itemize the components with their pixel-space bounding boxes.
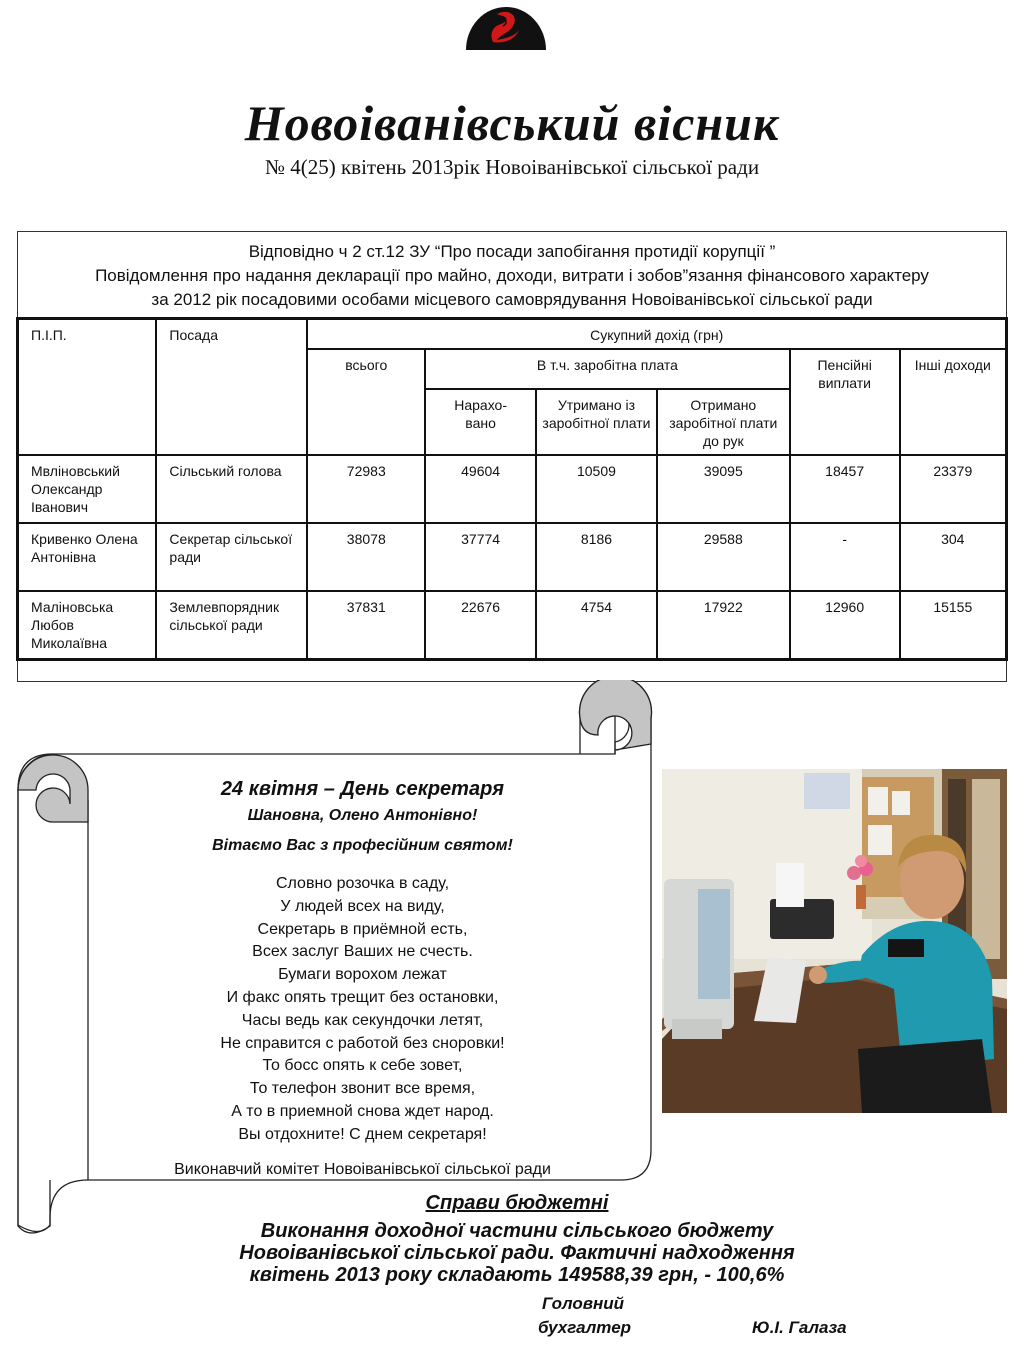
- greeting-signature: Виконавчий комітет Новоіванівської сільської ради: [174, 1160, 551, 1178]
- cell-withheld: 4754: [536, 591, 657, 659]
- budget-body: [0, 1220, 1024, 1286]
- poem-line: У людей всех на виду,: [280, 897, 445, 915]
- issue-subtitle: № 4(25) квітень 2013рік Новоіванівської сільської ради: [264, 155, 760, 179]
- cell-pension: 18457: [790, 455, 900, 523]
- poem-line: А то в приемной снова ждет народ.: [231, 1102, 494, 1120]
- cell-accrued: 22676: [425, 591, 536, 659]
- cell-all: 38078: [307, 523, 425, 591]
- greeting-title: 24 квітня – День секретаря: [220, 778, 505, 800]
- cell-withheld: 10509: [536, 455, 657, 523]
- table-row: [18, 455, 1007, 523]
- budget-line: Новоіванівської сільської ради. Фактичні надходження: [239, 1242, 795, 1264]
- poem-line: И факс опять трещит без остановки,: [226, 988, 499, 1006]
- header-all: всього: [307, 349, 425, 455]
- budget-line: Виконання доходної частини сільського бюджету: [260, 1220, 774, 1242]
- cell-other: 304: [900, 523, 1007, 591]
- declaration-heading-line: за 2012 рік посадовими особами місцевого самоврядування Новоіванівської сільської ради: [151, 290, 873, 309]
- poem-line: Часы ведь как секундочки летят,: [241, 1011, 484, 1029]
- cell-all: 72983: [307, 455, 425, 523]
- declaration-heading-line: Повідомлення про надання декларації про майно, доходи, витрати і зобов”язання фінансового характеру: [95, 266, 929, 285]
- cell-name: Кривенко Олена Антонівна: [18, 523, 157, 591]
- header-pension: Пенсійні виплати: [790, 349, 900, 455]
- budget-line: квітень 2013 року складають 149588,39 грн, - 100,6%: [249, 1264, 785, 1286]
- greeting-congrats: Вітаємо Вас з професійним святом!: [212, 837, 513, 854]
- declaration-heading-line: Відповідно ч 2 ст.12 ЗУ “Про посади запобігання протидії корупції ”: [248, 242, 776, 261]
- accountant-role-line1: Головний: [542, 1294, 625, 1313]
- cell-accrued: 49604: [425, 455, 536, 523]
- cell-position: Секретар сільської ради: [156, 523, 307, 591]
- accountant-name: Ю.І. Галаза: [752, 1318, 847, 1337]
- newspaper-logo: [463, 0, 549, 50]
- income-table: [16, 317, 1008, 661]
- cell-pension: 12960: [790, 591, 900, 659]
- header-position: Посада: [156, 319, 307, 456]
- header-other: Інші доходи: [900, 349, 1007, 455]
- secretary-photo: [662, 769, 1007, 1113]
- budget-title: Справи бюджетні: [425, 1192, 609, 1214]
- cell-pension: -: [790, 523, 900, 591]
- cell-received: 17922: [657, 591, 790, 659]
- poem-line: Словно розочка в саду,: [275, 875, 450, 892]
- cell-name: Маліновська Любов Миколаївна: [18, 591, 157, 659]
- poem-line: Не справится с работой без сноровки!: [220, 1034, 505, 1052]
- table-row: [18, 523, 1007, 591]
- cell-all: 37831: [307, 591, 425, 659]
- cell-withheld: 8186: [536, 523, 657, 591]
- poem-line: Бумаги ворохом лежат: [278, 966, 447, 984]
- cell-name: Мвліновський Олександр Іванович: [18, 455, 157, 523]
- poem-line: Секретарь в приёмной есть,: [257, 920, 468, 938]
- greeting-addressee: Шановна, Олено Антонівно!: [247, 807, 478, 824]
- cell-received: 29588: [657, 523, 790, 591]
- header-salary: В т.ч. заробітна плата: [425, 349, 790, 389]
- poem-line: То босс опять к себе зовет,: [262, 1057, 463, 1075]
- header-total-income: Сукупний дохід (грн): [307, 319, 1006, 350]
- header-withheld: Утримано із заробітної плати: [536, 389, 657, 455]
- poem: [90, 873, 635, 1147]
- header-name: П.І.П.: [18, 319, 157, 456]
- cell-position: Сільський голова: [156, 455, 307, 523]
- masthead: [0, 92, 1024, 180]
- accountant-role-line2: бухгалтер: [538, 1318, 632, 1337]
- cell-received: 39095: [657, 455, 790, 523]
- header-received: Отримано заробітної плати до рук: [657, 389, 790, 455]
- budget-section: [0, 1190, 1024, 1286]
- newspaper-title: Новоіванівський вісник: [244, 95, 780, 151]
- cell-accrued: 37774: [425, 523, 536, 591]
- poem-line: Вы отдохните! С днем секретаря!: [238, 1125, 487, 1143]
- poem-line: Всех заслуг Ваших не счесть.: [252, 943, 473, 961]
- secretary-day-greeting: [90, 775, 635, 1181]
- poem-line: То телефон звонит все время,: [249, 1080, 476, 1098]
- declaration-heading: [18, 232, 1006, 312]
- header-accrued: Нарахо- вано: [425, 389, 536, 455]
- cell-position: Землевпорядник сільської ради: [156, 591, 307, 659]
- table-row: [18, 591, 1007, 659]
- cell-other: 23379: [900, 455, 1007, 523]
- declaration-box: [17, 231, 1007, 682]
- cell-other: 15155: [900, 591, 1007, 659]
